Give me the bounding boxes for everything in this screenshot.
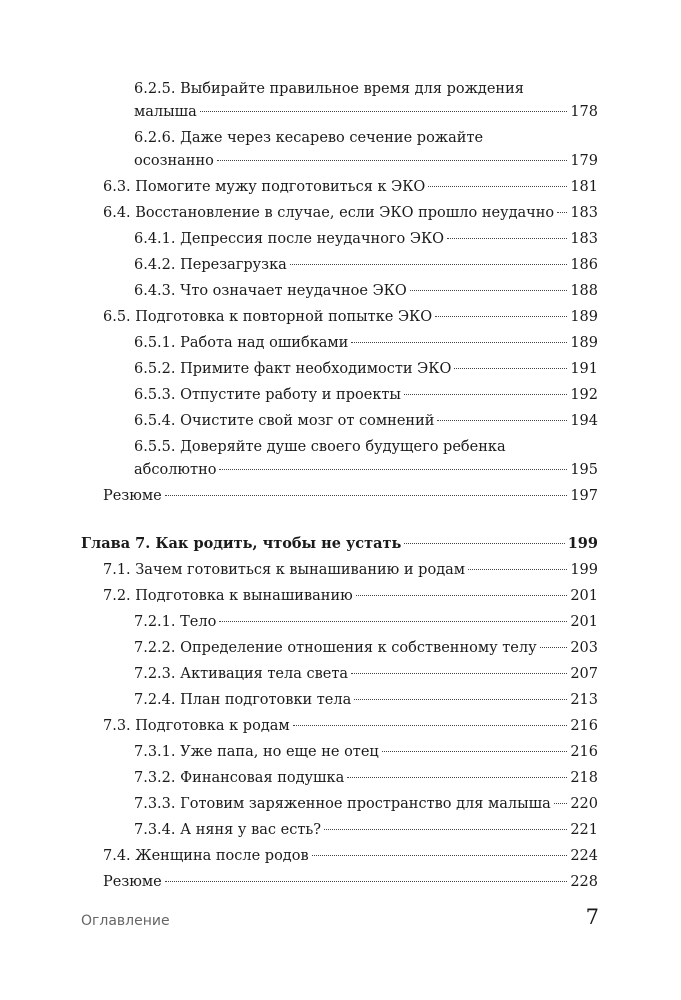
toc-entry-title-continued: малыша xyxy=(134,104,197,120)
toc-entry xyxy=(81,585,598,608)
toc-entry-title: 6.5.3. Отпустите работу и проекты xyxy=(134,387,401,403)
dot-leader xyxy=(404,543,564,544)
dot-leader xyxy=(468,569,567,570)
toc-entry-title: 7.2.4. План подготовки тела xyxy=(134,692,352,708)
toc-entry xyxy=(81,871,598,894)
dot-leader xyxy=(347,777,567,778)
toc-entry xyxy=(81,78,598,124)
dot-leader xyxy=(356,595,568,596)
toc-entry xyxy=(81,410,598,433)
toc-entry-page: 178 xyxy=(570,104,598,120)
toc-entry-title: 7.2.2. Определение отношения к собственному телу xyxy=(134,640,537,656)
toc-entry-page: 195 xyxy=(570,462,598,478)
toc-entry xyxy=(81,485,598,508)
toc-entry-title: 7.2. Подготовка к вынашиванию xyxy=(103,588,353,604)
toc-entry xyxy=(81,741,598,764)
toc-entry xyxy=(81,254,598,277)
dot-leader xyxy=(554,803,568,804)
toc-entry-title: 6.5. Подготовка к повторной попытке ЭКО xyxy=(103,309,433,325)
dot-leader xyxy=(200,111,568,112)
toc-entry-page: 183 xyxy=(570,205,598,221)
toc-entry-title: 7.2.1. Тело xyxy=(134,614,217,630)
table-of-contents xyxy=(81,78,598,897)
toc-entry-page: 179 xyxy=(570,153,598,169)
dot-leader xyxy=(165,881,568,882)
dot-leader xyxy=(435,316,567,317)
toc-entry xyxy=(81,819,598,842)
toc-entry xyxy=(81,358,598,381)
toc-entry-page: 218 xyxy=(570,770,598,786)
toc-entry-title-continued: абсолютно xyxy=(134,462,217,478)
toc-entry-page: 216 xyxy=(570,718,598,734)
toc-entry-page: 213 xyxy=(570,692,598,708)
toc-entry-page: 189 xyxy=(570,309,598,325)
dot-leader xyxy=(219,469,567,470)
dot-leader xyxy=(165,495,568,496)
toc-entry-title: 6.3. Помогите мужу подготовиться к ЭКО xyxy=(103,179,426,195)
toc-entry-title: 7.4. Женщина после родов xyxy=(103,848,309,864)
toc-entry-page: 186 xyxy=(570,257,598,273)
dot-leader xyxy=(351,342,567,343)
dot-leader xyxy=(428,186,567,187)
toc-entry-page: 194 xyxy=(570,413,598,429)
dot-leader xyxy=(557,212,567,213)
toc-entry-title: 6.4.2. Перезагрузка xyxy=(134,257,287,273)
toc-entry-page: 201 xyxy=(570,614,598,630)
toc-entry xyxy=(81,176,598,199)
toc-entry-page: 199 xyxy=(567,535,598,552)
toc-entry-page: 224 xyxy=(570,848,598,864)
toc-entry xyxy=(81,793,598,816)
toc-entry xyxy=(81,228,598,251)
toc-entry-title: 6.2.6. Даже через кесарево сечение рожайте xyxy=(134,130,484,146)
toc-entry-page: 199 xyxy=(570,562,598,578)
toc-entry xyxy=(81,663,598,686)
toc-entry-page: 221 xyxy=(570,822,598,838)
toc-entry-page: 216 xyxy=(570,744,598,760)
toc-entry-title: 6.4.1. Депрессия после неудачного ЭКО xyxy=(134,231,445,247)
toc-entry-page: 188 xyxy=(570,283,598,299)
toc-entry-title: 7.3.3. Готовим заряженное пространство для малыша xyxy=(134,796,551,812)
dot-leader xyxy=(312,855,568,856)
toc-chapter-entry xyxy=(81,532,598,555)
toc-entry-title: 7.3.1. Уже папа, но еще не отец xyxy=(134,744,379,760)
dot-leader xyxy=(219,621,567,622)
dot-leader xyxy=(293,725,568,726)
toc-entry xyxy=(81,559,598,582)
toc-entry-title: 6.2.5. Выбирайте правильное время для рождения xyxy=(134,81,524,97)
toc-entry-page: 197 xyxy=(570,488,598,504)
toc-entry-title: 6.5.4. Очистите свой мозг от сомнений xyxy=(134,413,435,429)
toc-entry-page: 228 xyxy=(570,874,598,890)
toc-entry-page: 191 xyxy=(570,361,598,377)
toc-entry-title-continued: осознанно xyxy=(134,153,214,169)
toc-entry-title: 7.3.2. Финансовая подушка xyxy=(134,770,345,786)
toc-entry xyxy=(81,715,598,738)
toc-entry xyxy=(81,127,598,173)
toc-entry-page: 203 xyxy=(570,640,598,656)
dot-leader xyxy=(410,290,568,291)
toc-entry xyxy=(81,845,598,868)
toc-entry xyxy=(81,306,598,329)
toc-entry-title: 7.2.3. Активация тела света xyxy=(134,666,348,682)
dot-leader xyxy=(351,673,567,674)
dot-leader xyxy=(454,368,567,369)
toc-entry-title: 6.5.1. Работа над ошибками xyxy=(134,335,349,351)
toc-entry xyxy=(81,332,598,355)
toc-entry-title: 7.3.4. А няня у вас есть? xyxy=(134,822,322,838)
toc-entry xyxy=(81,611,598,634)
toc-entry-page: 192 xyxy=(570,387,598,403)
page-number: 7 xyxy=(585,905,599,929)
toc-entry-title: Глава 7. Как родить, чтобы не устать xyxy=(81,535,402,552)
dot-leader xyxy=(324,829,567,830)
dot-leader xyxy=(382,751,568,752)
toc-entry-title: 6.4.3. Что означает неудачное ЭКО xyxy=(134,283,407,299)
toc-entry-title: Резюме xyxy=(103,488,162,504)
dot-leader xyxy=(437,420,567,421)
toc-entry-title: 6.4. Восстановление в случае, если ЭКО прошло неудачно xyxy=(103,205,555,221)
toc-entry-page: 201 xyxy=(570,588,598,604)
toc-entry-title: 6.5.5. Доверяйте душе своего будущего ребенка xyxy=(134,439,506,455)
toc-entry-page: 181 xyxy=(570,179,598,195)
toc-entry-page: 183 xyxy=(570,231,598,247)
dot-leader xyxy=(447,238,567,239)
toc-entry xyxy=(81,202,598,225)
toc-entry xyxy=(81,384,598,407)
dot-leader xyxy=(290,264,568,265)
toc-entry-title: 6.5.2. Примите факт необходимости ЭКО xyxy=(134,361,452,377)
running-footer-section: Оглавление xyxy=(81,913,170,929)
toc-entry-title: 7.3. Подготовка к родам xyxy=(103,718,290,734)
toc-entry-page: 207 xyxy=(570,666,598,682)
toc-entry xyxy=(81,280,598,303)
toc-entry-title: Резюме xyxy=(103,874,162,890)
dot-leader xyxy=(540,647,568,648)
toc-entry-page: 189 xyxy=(570,335,598,351)
toc-entry-title: 7.1. Зачем готовиться к вынашиванию и родам xyxy=(103,562,466,578)
toc-entry-page: 220 xyxy=(570,796,598,812)
toc-entry xyxy=(81,689,598,712)
dot-leader xyxy=(354,699,567,700)
dot-leader xyxy=(404,394,567,395)
dot-leader xyxy=(217,160,567,161)
toc-entry xyxy=(81,436,598,482)
toc-entry xyxy=(81,637,598,660)
toc-entry xyxy=(81,767,598,790)
